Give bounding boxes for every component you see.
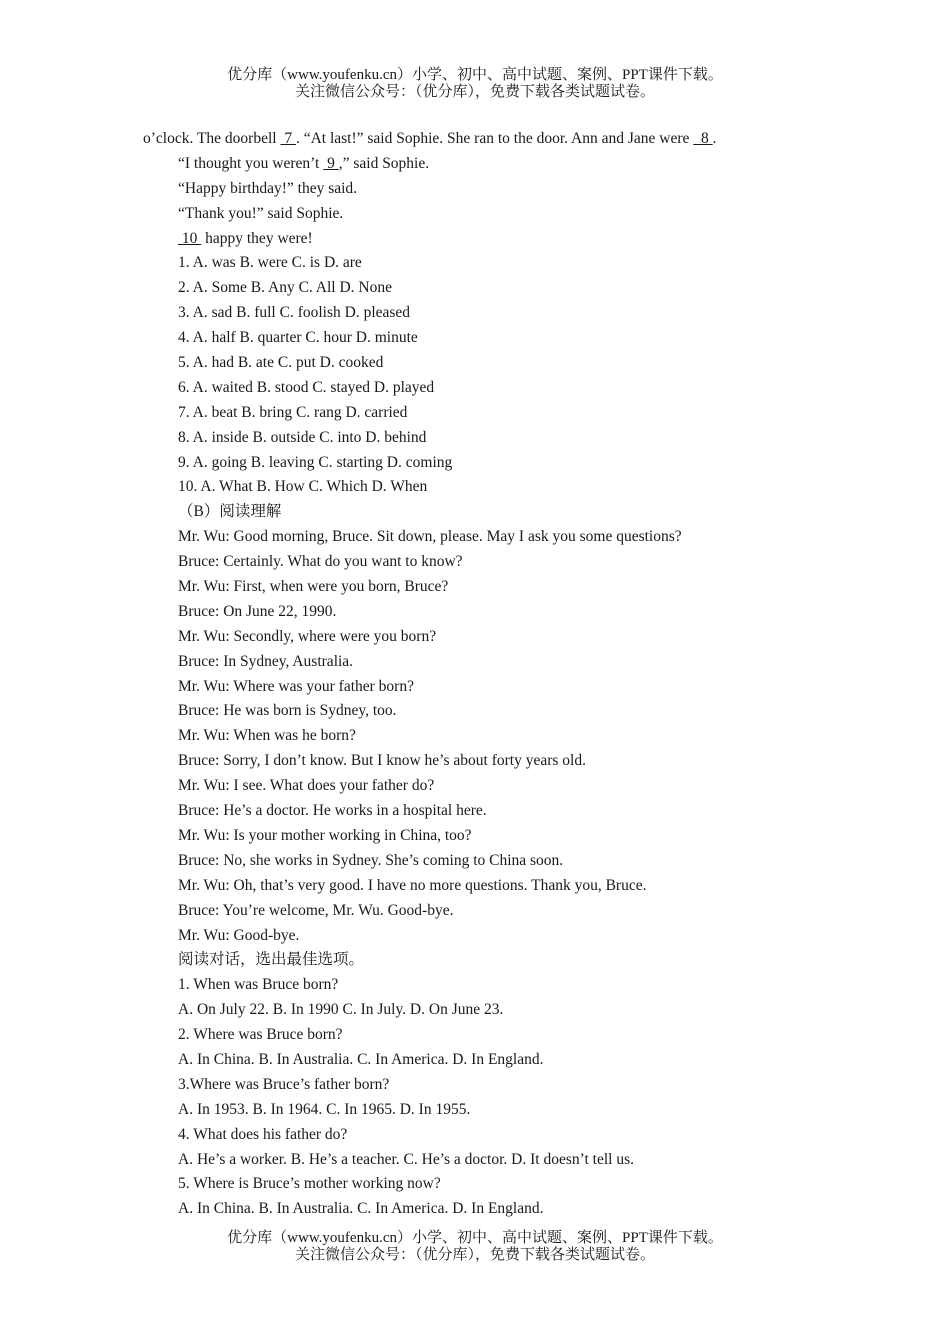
header-line-2: 关注微信公众号：（优分库），免费下载各类试题试卷。	[294, 84, 655, 100]
question-1-options: A. On July 22. B. In 1990 C. In July. D. On June 23.	[178, 1001, 504, 1019]
dialogue-line: Bruce: He was born is Sydney, too.	[178, 702, 397, 720]
cloze-option-6: 6. A. waited B. stood C. stayed D. played	[178, 378, 435, 396]
question-5: 5. Where is Bruce’s mother working now?	[178, 1175, 441, 1193]
dialogue-line: Mr. Wu: Good-bye.	[178, 926, 300, 944]
cloze-blank-8: 8	[693, 130, 713, 147]
section-title: （B）阅读理解	[178, 503, 282, 521]
cloze-option-10: 10. A. What B. How C. Which D. When	[178, 478, 428, 496]
cloze-text: o’clock. The doorbell	[143, 130, 281, 147]
cloze-option-3: 3. A. sad B. full C. foolish D. pleased	[178, 304, 411, 322]
dialogue-line: Bruce: In Sydney, Australia.	[178, 652, 354, 670]
cloze-text: happy they were!	[201, 229, 313, 247]
cloze-line-1	[143, 127, 878, 152]
cloze-line-5	[178, 227, 878, 252]
dialogue-line: Bruce: You’re welcome, Mr. Wu. Good-bye.	[178, 901, 454, 919]
cloze-text: .	[712, 130, 717, 147]
dialogue-line: Bruce: No, she works in Sydney. She’s coming to China soon.	[178, 851, 564, 869]
reading-instruction: 阅读对话，选出最佳选项。	[178, 951, 365, 969]
cloze-line-4: “Thank you!” said Sophie.	[178, 204, 344, 222]
dialogue-line: Mr. Wu: First, when were you born, Bruce?	[178, 578, 449, 596]
question-4-options: A. He’s a worker. B. He’s a teacher. C. He’s a doctor. D. It doesn’t tell us.	[178, 1150, 635, 1168]
cloze-option-1: 1. A. was B. were C. is D. are	[178, 254, 362, 272]
cloze-blank-7: 7	[280, 130, 296, 147]
question-3: 3.Where was Bruce’s father born?	[178, 1075, 390, 1093]
question-3-options: A. In 1953. B. In 1964. C. In 1965. D. In 1955.	[178, 1100, 471, 1118]
cloze-text: “I thought you weren’t	[178, 154, 324, 172]
dialogue-line: Mr. Wu: Oh, that’s very good. I have no more questions. Thank you, Bruce.	[178, 876, 647, 894]
cloze-option-9: 9. A. going B. leaving C. starting D. coming	[178, 453, 453, 471]
page-header	[0, 67, 950, 101]
header-line-1: 优分库（www.youfenku.cn）小学、初中、高中试题、案例、PPT课件下载。	[227, 67, 723, 83]
dialogue-line: Bruce: Sorry, I don’t know. But I know he’s about forty years old.	[178, 752, 586, 770]
dialogue-line: Mr. Wu: When was he born?	[178, 727, 356, 745]
document-body	[143, 127, 878, 1222]
dialogue-line: Mr. Wu: Secondly, where were you born?	[178, 627, 437, 645]
dialogue-line: Mr. Wu: I see. What does your father do?	[178, 777, 435, 795]
question-1: 1. When was Bruce born?	[178, 976, 339, 994]
cloze-option-5: 5. A. had B. ate C. put D. cooked	[178, 354, 384, 372]
question-5-options: A. In China. B. In Australia. C. In America. D. In England.	[178, 1200, 544, 1218]
footer-line-1: 优分库（www.youfenku.cn）小学、初中、高中试题、案例、PPT课件下载。	[227, 1230, 723, 1246]
dialogue-line: Mr. Wu: Good morning, Bruce. Sit down, please. May I ask you some questions?	[178, 528, 682, 546]
cloze-option-4: 4. A. half B. quarter C. hour D. minute	[178, 329, 418, 347]
cloze-option-8: 8. A. inside B. outside C. into D. behind	[178, 428, 427, 446]
question-4: 4. What does his father do?	[178, 1125, 348, 1143]
cloze-option-2: 2. A. Some B. Any C. All D. None	[178, 279, 393, 297]
cloze-line-3: “Happy birthday!” they said.	[178, 179, 358, 197]
cloze-option-7: 7. A. beat B. bring C. rang D. carried	[178, 403, 408, 421]
dialogue-line: Bruce: He’s a doctor. He works in a hospital here.	[178, 802, 487, 820]
dialogue-line: Mr. Wu: Is your mother working in China, too?	[178, 826, 472, 844]
cloze-blank-10: 10	[178, 229, 202, 247]
dialogue-line: Bruce: On June 22, 1990.	[178, 602, 337, 620]
cloze-text: . “At last!” said Sophie. She ran to the door. Ann and Jane were	[295, 130, 694, 147]
page-footer	[0, 1230, 950, 1264]
dialogue-line: Bruce: Certainly. What do you want to know?	[178, 553, 463, 571]
cloze-blank-9: 9	[323, 154, 339, 172]
question-2-options: A. In China. B. In Australia. C. In America. D. In England.	[178, 1050, 544, 1068]
cloze-text: ,” said Sophie.	[338, 154, 430, 172]
cloze-line-2	[178, 152, 878, 177]
question-2: 2. Where was Bruce born?	[178, 1026, 343, 1044]
dialogue-line: Mr. Wu: Where was your father born?	[178, 677, 414, 695]
footer-line-2: 关注微信公众号：（优分库），免费下载各类试题试卷。	[294, 1247, 655, 1263]
